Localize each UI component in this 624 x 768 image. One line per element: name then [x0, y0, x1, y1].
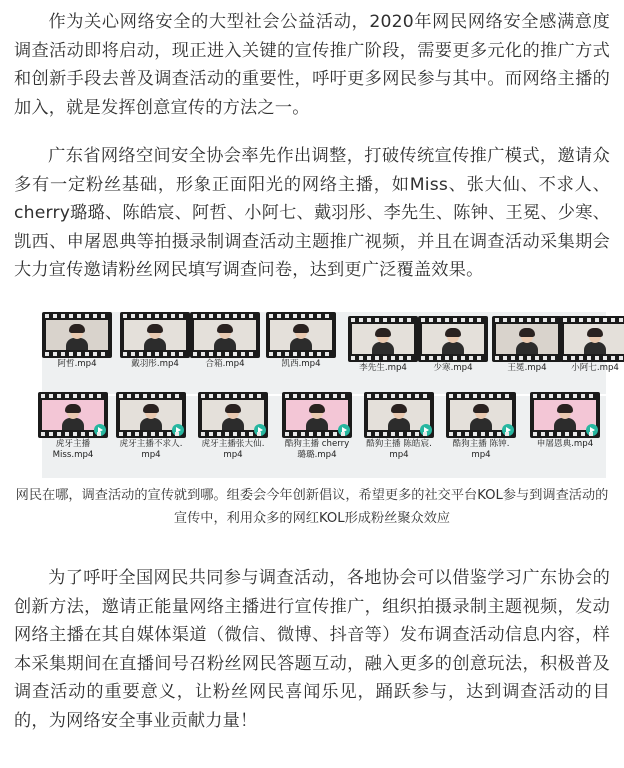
play-icon[interactable]	[338, 424, 350, 436]
video-filename-label: 合箱.mp4	[205, 359, 245, 369]
play-icon[interactable]	[254, 424, 266, 436]
video-thumbnail[interactable]	[120, 312, 190, 370]
video-thumbnail[interactable]	[492, 316, 562, 374]
streamer-avatar-icon	[584, 330, 606, 354]
video-preview-image	[564, 324, 624, 354]
streamer-avatar-icon	[140, 406, 162, 430]
paragraph-guangdong-text: 广东省网络空间安全协会率先作出调整，打破传统宣传推广模式，邀请众多有一定粉丝基础，形象正面阳光的网络主播，如Miss、张大仙、不求人、cherry璐璐、陈皓宸、阿哲、小阿七、戴羽彤、李先生、陈钟、王冕、少寒、凯西、申屠恩典等拍摄录制调查活动主题推广视频，并且在调查活动采集期会大力宣传邀请粉丝网民填写调查问卷，达到更广泛覆盖效果。	[14, 146, 610, 281]
film-frame-icon	[446, 392, 516, 438]
streamer-avatar-icon	[516, 330, 538, 354]
film-frame-icon	[42, 312, 112, 358]
film-frame-icon	[120, 312, 190, 358]
video-thumbnail[interactable]	[364, 392, 434, 461]
paragraph-guangdong	[14, 142, 610, 285]
video-filename-label: 李先生.mp4	[359, 363, 407, 373]
streamer-avatar-icon	[222, 406, 244, 430]
play-icon[interactable]	[172, 424, 184, 436]
streamer-avatar-icon	[388, 406, 410, 430]
video-filename-label: 凯西.mp4	[281, 359, 321, 369]
video-thumbnail[interactable]	[282, 392, 352, 461]
paragraph-call-to-action	[14, 564, 610, 736]
video-thumbnail[interactable]	[38, 392, 108, 461]
film-frame-icon	[38, 392, 108, 438]
streamer-avatar-icon	[214, 326, 236, 350]
film-frame-icon	[348, 316, 418, 362]
film-frame-icon	[266, 312, 336, 358]
film-frame-icon	[116, 392, 186, 438]
video-filename-label: 酷狗主播 cherry 璐璐.mp4	[284, 439, 350, 460]
film-frame-icon	[530, 392, 600, 438]
paragraph-call-to-action-text: 为了呼吁全国网民共同参与调查活动，各地协会可以借鉴学习广东协会的创新方法，邀请正能量网络主播进行宣传推广，组织拍摄录制主题视频，发动网络主播在其自媒体渠道（微信、微博、抖音等）发布调查活动信息内容，样本采集期间在直播间号召粉丝网民答题互动，融入更多的创意玩法，积极普及调查活动的重要意义，让粉丝网民喜闻乐见，踊跃参与，达到调查活动的目的，为网络安全事业贡献力量！	[14, 568, 610, 731]
video-thumbnail[interactable]	[418, 316, 488, 374]
video-thumbnail-gallery	[42, 304, 619, 482]
film-frame-icon	[492, 316, 562, 362]
film-frame-icon	[364, 392, 434, 438]
video-filename-label: 王冕.mp4	[507, 363, 547, 373]
streamer-avatar-icon	[442, 330, 464, 354]
streamer-avatar-icon	[62, 406, 84, 430]
video-thumbnail[interactable]	[42, 312, 112, 370]
paragraph-intro	[14, 8, 610, 122]
film-frame-icon	[282, 392, 352, 438]
play-icon[interactable]	[94, 424, 106, 436]
video-preview-image	[422, 324, 484, 354]
streamer-avatar-icon	[470, 406, 492, 430]
video-thumbnail[interactable]	[198, 392, 268, 461]
video-filename-label: 虎牙主播 Miss.mp4	[52, 439, 94, 460]
video-preview-image	[194, 320, 256, 350]
video-thumbnail[interactable]	[266, 312, 336, 370]
video-preview-image	[352, 324, 414, 354]
video-thumbnail[interactable]	[190, 312, 260, 370]
video-filename-label: 戴羽彤.mp4	[131, 359, 179, 369]
video-filename-label: 酷狗主播 陈钟. mp4	[452, 439, 510, 460]
play-icon[interactable]	[420, 424, 432, 436]
film-frame-icon	[190, 312, 260, 358]
streamer-avatar-icon	[290, 326, 312, 350]
streamer-avatar-icon	[372, 330, 394, 354]
video-filename-label: 酷狗主播 陈皓宸. mp4	[366, 439, 432, 460]
video-thumbnail[interactable]	[530, 392, 600, 450]
video-preview-image	[270, 320, 332, 350]
video-filename-label: 阿哲.mp4	[57, 359, 97, 369]
video-preview-image	[46, 320, 108, 350]
video-filename-label: 少寒.mp4	[433, 363, 473, 373]
video-filename-label: 申屠恩典.mp4	[536, 439, 594, 449]
video-filename-label: 虎牙主播张大仙. mp4	[201, 439, 265, 460]
film-frame-icon	[560, 316, 624, 362]
play-icon[interactable]	[586, 424, 598, 436]
streamer-avatar-icon	[66, 326, 88, 350]
video-filename-label: 虎牙主播不求人. mp4	[119, 439, 183, 460]
video-preview-image	[124, 320, 186, 350]
video-thumbnail[interactable]	[560, 316, 624, 374]
film-frame-icon	[418, 316, 488, 362]
play-icon[interactable]	[502, 424, 514, 436]
image-caption: 网民在哪，调查活动的宣传就到哪。组委会今年创新倡议，希望更多的社交平台KOL参与到调查活动的宣传中，利用众多的网红KOL形成粉丝聚众效应	[15, 488, 609, 526]
streamer-avatar-icon	[554, 406, 576, 430]
video-filename-label: 小阿七.mp4	[571, 363, 619, 373]
film-frame-icon	[198, 392, 268, 438]
video-thumbnail[interactable]	[116, 392, 186, 461]
video-thumbnail[interactable]	[446, 392, 516, 461]
video-preview-image	[496, 324, 558, 354]
streamer-avatar-icon	[306, 406, 328, 430]
paragraph-intro-text: 作为关心网络安全的大型社会公益活动，2020年网民网络安全感满意度调查活动即将启动，现正进入关键的宣传推广阶段，需要更多元化的推广方式和创新手段去普及调查活动的重要性，呼吁更多网民参与其中。而网络主播的加入，就是发挥创意宣传的方法之一。	[14, 12, 610, 118]
video-thumbnail[interactable]	[348, 316, 418, 374]
streamer-avatar-icon	[144, 326, 166, 350]
